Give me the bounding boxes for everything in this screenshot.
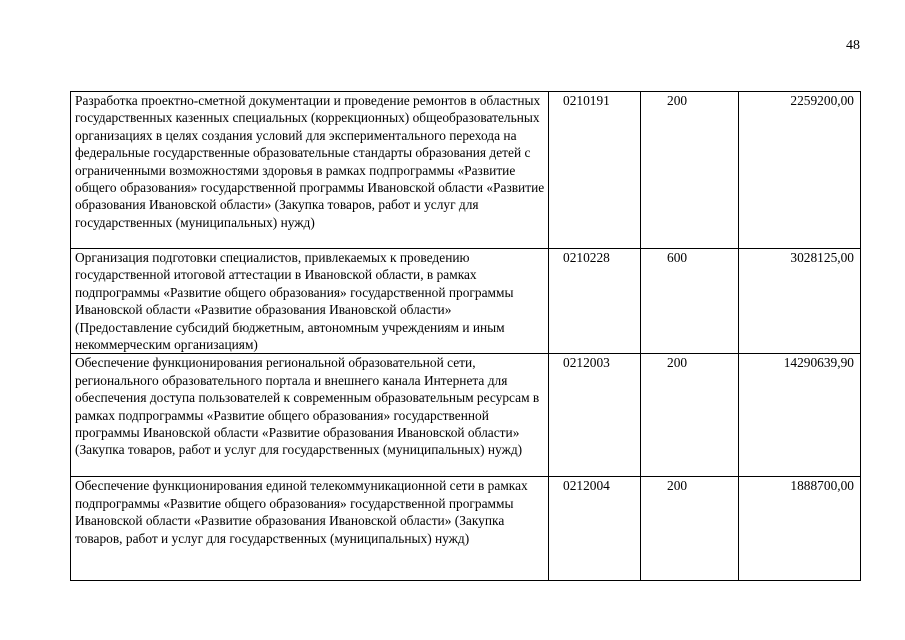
row-amount: 3028125,00 bbox=[739, 249, 861, 354]
row-expense-type: 200 bbox=[641, 477, 739, 581]
table-row bbox=[71, 249, 861, 354]
table-row bbox=[71, 477, 861, 581]
row-code: 0212003 bbox=[549, 354, 641, 477]
table-row bbox=[71, 354, 861, 477]
row-description: Разработка проектно-сметной документации и проведение ремонтов в областных государственных казенных специальных (коррекционных) общеобразовательных организациях в целях создания условий для экспериментального перехода на федеральные государственные образовательные стандарты образования детей с ограниченными возможностями здоровья в рамках подпрограммы «Развитие общего образования» государственной программы Ивановской области «Развитие образования Ивановской области» (Закупка товаров, работ и услуг для государственных (муниципальных) нужд) bbox=[71, 92, 549, 249]
row-amount: 2259200,00 bbox=[739, 92, 861, 249]
row-code: 0210228 bbox=[549, 249, 641, 354]
row-expense-type: 600 bbox=[641, 249, 739, 354]
row-description: Обеспечение функционирования региональной образовательной сети, регионального образовательного портала и внешнего канала Интернета для обеспечения доступа пользователей к современным образовательным ресурсам в рамках подпрограммы «Развитие общего образования» государственной программы Ивановской области «Развитие образования Ивановской области» (Закупка товаров, работ и услуг для государственных (муниципальных) нужд) bbox=[71, 354, 549, 477]
row-description: Организация подготовки специалистов, привлекаемых к проведению государственной итоговой аттестации в Ивановской области, в рамках подпрограммы «Развитие общего образования» государственной программы Ивановской области «Развитие образования Ивановской области» (Предоставление субсидий бюджетным, автономным учреждениям и иным некоммерческим организациям) bbox=[71, 249, 549, 354]
table-row bbox=[71, 92, 861, 249]
page-number: 48 bbox=[846, 38, 860, 53]
row-description: Обеспечение функционирования единой телекоммуникационной сети в рамках подпрограммы «Развитие общего образования» государственной программы Ивановской области «Развитие образования Ивановской области» (Закупка товаров, работ и услуг для государственных (муниципальных) нужд) bbox=[71, 477, 549, 581]
row-amount: 14290639,90 bbox=[739, 354, 861, 477]
row-code: 0210191 bbox=[549, 92, 641, 249]
row-expense-type: 200 bbox=[641, 92, 739, 249]
budget-table bbox=[70, 91, 861, 581]
row-amount: 1888700,00 bbox=[739, 477, 861, 581]
row-expense-type: 200 bbox=[641, 354, 739, 477]
row-code: 0212004 bbox=[549, 477, 641, 581]
